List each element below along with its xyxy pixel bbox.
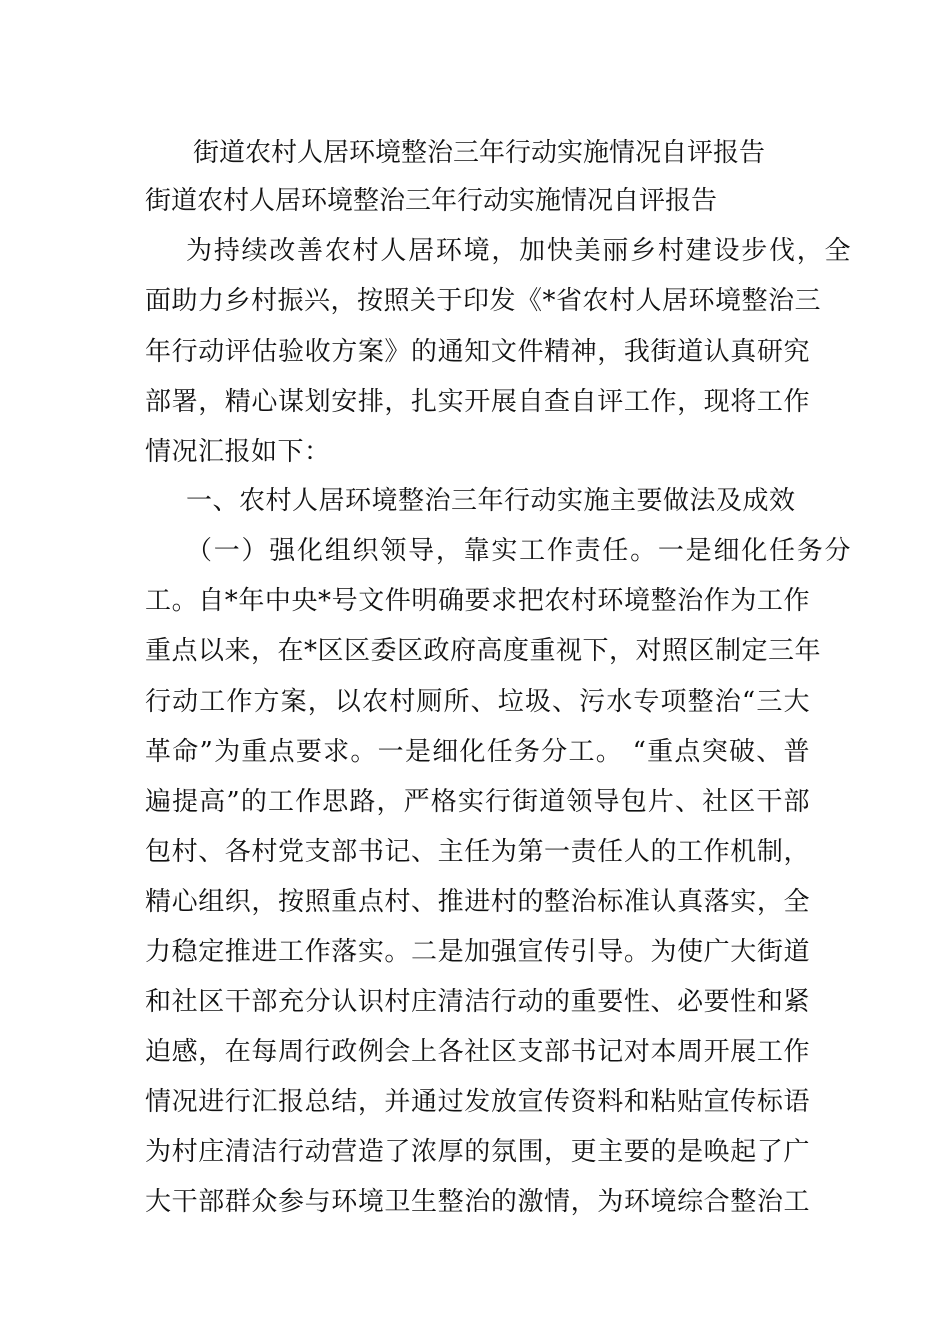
section-heading: 一、农村人居环境整治三年行动实施主要做法及成效 <box>186 486 796 516</box>
paragraph-line: 情况汇报如下： <box>145 437 331 467</box>
paragraph-line: 和社区干部充分认识村庄清洁行动的重要性、必要性和紧 <box>145 987 810 1017</box>
document-title: 街道农村人居环境整治三年行动实施情况自评报告 <box>193 138 766 168</box>
paragraph-line: （一）强化组织领导，靠实工作责任。一是细化任务分 <box>186 536 851 566</box>
paragraph-line: 面助力乡村振兴，按照关于印发《*省农村人居环境整治三 <box>145 286 822 316</box>
paragraph-line: 行动工作方案，以农村厕所、垃圾、污水专项整治“三大 <box>145 687 810 717</box>
paragraph-line: 部署，精心谋划安排，扎实开展自查自评工作，现将工作 <box>145 387 810 417</box>
paragraph-line: 力稳定推进工作落实。二是加强宣传引导。为使广大街道 <box>145 937 810 967</box>
document-title-repeat: 街道农村人居环境整治三年行动实施情况自评报告 <box>145 186 718 216</box>
paragraph-line: 为持续改善农村人居环境，加快美丽乡村建设步伐，全 <box>186 236 851 266</box>
paragraph-line: 遍提高”的工作思路，严格实行街道领导包片、社区干部 <box>145 787 810 817</box>
paragraph-line: 为村庄清洁行动营造了浓厚的氛围，更主要的是唤起了广 <box>145 1137 810 1167</box>
paragraph-line: 重点以来，在*区区委区政府高度重视下，对照区制定三年 <box>145 636 822 666</box>
paragraph-line: 革命”为重点要求。一是细化任务分工。 “重点突破、普 <box>145 737 810 767</box>
paragraph-line: 年行动评估验收方案》的通知文件精神，我街道认真研究 <box>145 337 810 367</box>
paragraph-line: 工。自*年中央*号文件明确要求把农村环境整治作为工作 <box>145 586 810 616</box>
paragraph-line: 精心组织，按照重点村、推进村的整治标准认真落实，全 <box>145 887 810 917</box>
paragraph-line: 大干部群众参与环境卫生整治的激情，为环境综合整治工 <box>145 1187 810 1217</box>
paragraph-line: 包村、各村党支部书记、主任为第一责任人的工作机制， <box>145 837 810 867</box>
paragraph-line: 迫感，在每周行政例会上各社区支部书记对本周开展工作 <box>145 1037 810 1067</box>
paragraph-line: 情况进行汇报总结，并通过发放宣传资料和粘贴宣传标语 <box>145 1087 810 1117</box>
